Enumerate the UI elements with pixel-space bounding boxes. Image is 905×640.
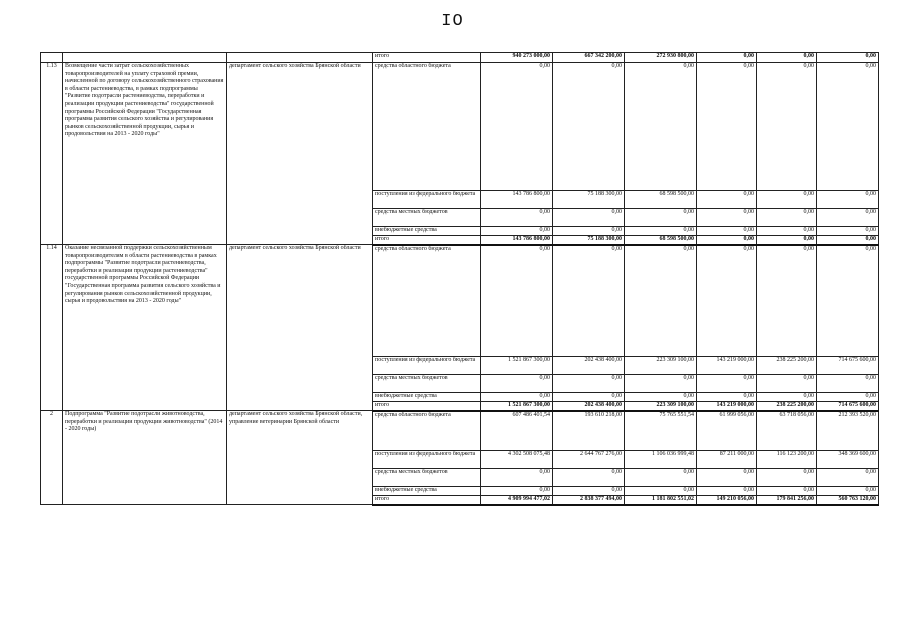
value-cell: 149 210 056,00 [697, 496, 757, 505]
value-cell: 0,00 [625, 393, 697, 402]
value-cell: 0,00 [757, 53, 817, 63]
value-cell: 223 309 100,00 [625, 357, 697, 375]
value-cell: 143 219 000,00 [697, 402, 757, 411]
value-cell: 1 521 867 300,00 [481, 402, 553, 411]
value-cell: 0,00 [553, 393, 625, 402]
value-cell: 0,00 [757, 487, 817, 496]
value-cell: 2 838 377 494,00 [553, 496, 625, 505]
value-cell: 0,00 [697, 236, 757, 245]
value-cell: 75 765 551,54 [625, 411, 697, 451]
value-cell: 0,00 [481, 227, 553, 236]
source-cell: итого [373, 496, 481, 505]
value-cell: 75 188 300,00 [553, 236, 625, 245]
value-cell: 61 999 056,00 [697, 411, 757, 451]
value-cell: 0,00 [817, 53, 879, 63]
description-cell [63, 53, 227, 63]
index-cell [41, 53, 63, 63]
value-cell: 0,00 [481, 63, 553, 191]
description-cell: Оказание несвязанной поддержки сельскохозяйственным товаропроизводителям в области растениеводства в рамках подпрограммы "Развитие подотрасли растениеводства, переработки и реализации продукции растениеводства" государственной программы Российской Федерации "Государственная программа развития сельского хозяйства и регулирования рынков сельскохозяйственной продукции, сырья и продовольствия на 2013 - 2020 годы" [63, 245, 227, 411]
table-row [41, 245, 879, 357]
value-cell: 0,00 [817, 469, 879, 487]
value-cell: 0,00 [817, 191, 879, 209]
value-cell: 179 841 256,00 [757, 496, 817, 505]
value-cell: 0,00 [481, 393, 553, 402]
value-cell: 0,00 [553, 487, 625, 496]
description-cell: Возмещение части затрат сельскохозяйственных товаропроизводителей на уплату страховой премии, начисленной по договору сельскохозяйственного страхования в области растениеводства, в рамках подпрограммы "Развитие подотрасли растениеводства, переработки и реализации продукции растениеводства" государственной программы Российской Федерации "Государственная программа развития сельского хозяйства и регулирования рынков сельскохозяйственной продукции, сырья и продовольствия на 2013 - 2020 годы" [63, 63, 227, 245]
value-cell: 1 106 036 999,48 [625, 451, 697, 469]
executor-cell: департамент сельского хозяйства Брянской области [227, 63, 373, 245]
value-cell: 0,00 [625, 469, 697, 487]
index-cell: 2 [41, 411, 63, 505]
value-cell: 143 786 800,00 [481, 236, 553, 245]
value-cell: 0,00 [697, 63, 757, 191]
value-cell: 238 225 200,00 [757, 357, 817, 375]
value-cell: 0,00 [625, 209, 697, 227]
source-cell: средства областного бюджета [373, 411, 481, 451]
value-cell: 0,00 [817, 487, 879, 496]
value-cell: 0,00 [553, 245, 625, 357]
value-cell: 0,00 [757, 227, 817, 236]
source-cell: средства областного бюджета [373, 63, 481, 191]
value-cell: 0,00 [553, 209, 625, 227]
value-cell: 0,00 [697, 393, 757, 402]
value-cell: 1 181 802 551,02 [625, 496, 697, 505]
value-cell: 0,00 [817, 63, 879, 191]
value-cell: 143 219 000,00 [697, 357, 757, 375]
value-cell: 0,00 [553, 63, 625, 191]
table-row [41, 53, 879, 63]
source-cell: итого [373, 402, 481, 411]
value-cell: 0,00 [553, 227, 625, 236]
source-cell: средства местных бюджетов [373, 375, 481, 393]
value-cell: 2 644 767 276,00 [553, 451, 625, 469]
source-cell: внебюджетные средства [373, 227, 481, 236]
value-cell: 0,00 [697, 53, 757, 63]
table-body [41, 53, 879, 505]
source-cell: средства областного бюджета [373, 245, 481, 357]
source-cell: поступления из федерального бюджета [373, 357, 481, 375]
description-cell: Подпрограмма "Развитие подотрасли животноводства, переработки и реализации продукции животноводства" (2014 - 2020 годы) [63, 411, 227, 505]
value-cell: 0,00 [481, 209, 553, 227]
value-cell: 0,00 [625, 245, 697, 357]
value-cell: 0,00 [553, 375, 625, 393]
value-cell: 0,00 [697, 209, 757, 227]
source-cell: внебюджетные средства [373, 393, 481, 402]
value-cell: 667 342 200,00 [553, 53, 625, 63]
value-cell: 0,00 [817, 236, 879, 245]
value-cell: 202 438 400,00 [553, 357, 625, 375]
executor-cell [227, 53, 373, 63]
value-cell: 87 211 000,00 [697, 451, 757, 469]
value-cell: 0,00 [757, 209, 817, 227]
value-cell: 68 598 500,00 [625, 236, 697, 245]
value-cell: 0,00 [757, 63, 817, 191]
source-cell: внебюджетные средства [373, 487, 481, 496]
value-cell: 0,00 [757, 191, 817, 209]
value-cell: 0,00 [481, 375, 553, 393]
source-cell: средства местных бюджетов [373, 209, 481, 227]
executor-cell: департамент сельского хозяйства Брянской области, управление ветеринарии Брянской области [227, 411, 373, 505]
value-cell: 143 786 800,00 [481, 191, 553, 209]
budget-table [40, 52, 879, 506]
value-cell: 63 718 056,00 [757, 411, 817, 451]
value-cell: 0,00 [757, 393, 817, 402]
value-cell: 202 438 400,00 [553, 402, 625, 411]
value-cell: 4 909 994 477,02 [481, 496, 553, 505]
value-cell: 940 273 000,00 [481, 53, 553, 63]
value-cell: 0,00 [817, 393, 879, 402]
value-cell: 0,00 [553, 469, 625, 487]
value-cell: 0,00 [625, 487, 697, 496]
value-cell: 714 675 600,00 [817, 357, 879, 375]
value-cell: 0,00 [625, 63, 697, 191]
value-cell: 75 188 300,00 [553, 191, 625, 209]
value-cell: 0,00 [817, 227, 879, 236]
value-cell: 0,00 [757, 245, 817, 357]
value-cell: 0,00 [697, 487, 757, 496]
value-cell: 0,00 [697, 227, 757, 236]
page-number: IO [441, 12, 464, 31]
value-cell: 116 123 200,00 [757, 451, 817, 469]
value-cell: 193 610 218,00 [553, 411, 625, 451]
value-cell: 0,00 [757, 375, 817, 393]
value-cell: 714 675 600,00 [817, 402, 879, 411]
value-cell: 0,00 [697, 469, 757, 487]
value-cell: 212 393 520,00 [817, 411, 879, 451]
value-cell: 0,00 [697, 245, 757, 357]
source-cell: итого [373, 53, 481, 63]
value-cell: 0,00 [481, 487, 553, 496]
value-cell: 0,00 [481, 469, 553, 487]
value-cell: 238 225 200,00 [757, 402, 817, 411]
value-cell: 0,00 [697, 191, 757, 209]
value-cell: 0,00 [757, 469, 817, 487]
value-cell: 0,00 [481, 245, 553, 357]
value-cell: 560 763 120,00 [817, 496, 879, 505]
value-cell: 223 309 100,00 [625, 402, 697, 411]
value-cell: 0,00 [817, 375, 879, 393]
value-cell: 0,00 [817, 209, 879, 227]
executor-cell: департамент сельского хозяйства Брянской области [227, 245, 373, 411]
value-cell: 0,00 [757, 236, 817, 245]
value-cell: 0,00 [817, 245, 879, 357]
index-cell: 1.14 [41, 245, 63, 411]
value-cell: 272 930 800,00 [625, 53, 697, 63]
source-cell: поступления из федерального бюджета [373, 451, 481, 469]
value-cell: 68 598 500,00 [625, 191, 697, 209]
table-row [41, 63, 879, 191]
value-cell: 607 486 401,54 [481, 411, 553, 451]
value-cell: 348 369 600,00 [817, 451, 879, 469]
value-cell: 0,00 [625, 375, 697, 393]
source-cell: итого [373, 236, 481, 245]
index-cell: 1.13 [41, 63, 63, 245]
source-cell: поступления из федерального бюджета [373, 191, 481, 209]
value-cell: 0,00 [625, 227, 697, 236]
table-row [41, 411, 879, 451]
value-cell: 1 521 867 300,00 [481, 357, 553, 375]
source-cell: средства местных бюджетов [373, 469, 481, 487]
value-cell: 4 302 508 075,48 [481, 451, 553, 469]
value-cell: 0,00 [697, 375, 757, 393]
